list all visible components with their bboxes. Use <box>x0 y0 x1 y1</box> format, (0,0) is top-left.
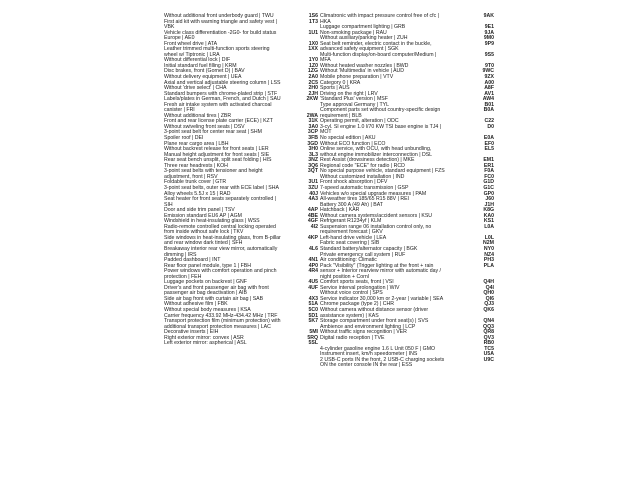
option-description: No special edition | AKU <box>320 135 376 142</box>
option-description: Non-smoking package | RAU <box>320 29 387 36</box>
option-description: Suspension range 06 installation control only, no requirement forecast | GKV <box>320 223 432 236</box>
option-code: QK6 <box>483 306 494 313</box>
option-code: 1S6 <box>308 13 318 19</box>
option-code: 4KP <box>307 234 318 241</box>
option-description: Instrument insert, km/h speedometer | INS <box>320 351 418 358</box>
option-description: 3-point seat belts, outer rear with ECE label | SHA <box>164 184 279 191</box>
option-description: Without 'Multimedia' in vehicle | AUD <box>320 68 405 75</box>
option-description: Without voice control | SPS <box>320 290 383 297</box>
option-code: 3NZ <box>308 157 318 164</box>
option-code: PH3 <box>483 257 494 264</box>
option-description: Without 'drive select' | CHA <box>164 85 227 92</box>
option-code: 2H0 <box>308 85 318 92</box>
option-description: Padded dashboard | INT <box>164 257 221 264</box>
option-code: KA0 <box>483 212 494 219</box>
option-code: 9JA <box>484 29 494 36</box>
option-description: Type approval Germany | TYL <box>320 101 390 108</box>
option-code: 3A0 <box>308 123 318 130</box>
option-description: Axial and vertical adjustable steering column | LSS <box>164 79 281 86</box>
option-code: 4P0 <box>308 262 318 269</box>
option-code: 31K <box>308 118 318 125</box>
option-code: AW4 <box>482 96 494 103</box>
option-description: Without adhesive film | FBK <box>164 301 228 308</box>
option-code: 5RQ <box>307 334 318 341</box>
option-code: N2M <box>483 240 494 247</box>
option-description: Vehicles w/o special upgrade measures | PAM <box>320 190 427 197</box>
option-code: 9T0 <box>485 62 494 69</box>
option-description: Component parts set without country-specific design requirement | BLB <box>320 107 441 119</box>
option-code: GP0 <box>483 190 494 197</box>
option-description: Seat belt reminder, electric contact in the buckle, advanced safety equipment | SGK <box>320 40 432 53</box>
option-code: 3H0 <box>308 146 318 153</box>
option-code: 2WA <box>306 112 318 119</box>
option-description: Without heated washer nozzles | BWD <box>320 62 409 69</box>
option-row <box>164 341 318 347</box>
option-code: 2KW <box>306 96 318 103</box>
option-code: 2JH <box>308 90 318 97</box>
option-description: Windshield in heat-insulating glass | WSS <box>164 218 260 225</box>
option-description: Storage compartment under front seat(s) | SVS <box>320 318 429 325</box>
option-code: 9P9 <box>484 40 494 47</box>
option-description: Rear seat bench unsplit, split seat folding | HIS <box>164 157 272 164</box>
option-description: Hatchback | KAR <box>320 207 360 214</box>
option-description: Alloy wheels 5.5J x 15 | RAD <box>164 190 231 197</box>
option-description: Without additional tires | ZBR <box>164 112 232 119</box>
option-code: AV1 <box>484 90 494 97</box>
option-description: Right exterior mirror: convex | ASR <box>164 334 244 341</box>
option-code: 4GF <box>307 218 318 225</box>
option-description: No special purpose vehicle, standard equipment | FZS <box>320 168 445 175</box>
option-description: Pack "Visibility" (Trigger lighting at the front + rain sensor + Interior rearview mirror with automatic day / night position + Cornl <box>320 262 441 280</box>
option-code: K8G <box>483 207 494 214</box>
option-description: Manual height adjustment for front seats | SIE <box>164 151 270 158</box>
option-description: Without special body measures | KSA <box>164 306 251 313</box>
option-description: Service interval prolongation | WIV <box>320 284 400 291</box>
option-code: 2C5 <box>308 79 318 86</box>
option-code: 5SL <box>308 340 318 347</box>
option-description: Service indicator 30,000 km or 2-year | variable | SEA <box>320 295 444 302</box>
option-description: Mobile phone preparation | VTV <box>320 74 394 81</box>
option-description: Regional code "ECE" for radio | RCD <box>320 162 405 169</box>
option-description: Driving on the right | LRV <box>320 90 378 97</box>
option-description: All-weather tires 185/65 R15 88V | REI <box>320 196 410 203</box>
option-description: Without ECO function | ECO <box>320 140 386 147</box>
option-description: Left-hand drive vehicle | LEA <box>320 234 387 241</box>
option-code: 4X3 <box>308 295 318 302</box>
option-code: NZ4 <box>484 251 494 258</box>
option-code: B01 <box>484 101 494 108</box>
option-code: 4I2 <box>310 223 318 230</box>
right-description-column <box>320 14 494 369</box>
option-description: Without differential lock | DIF <box>164 57 231 64</box>
option-description: Radio-remote controlled central locking operated from inside without safe lock | TKV <box>164 223 276 236</box>
option-description: 'Standard Plus' version | MSF <box>320 96 388 103</box>
option-code: A00 <box>484 79 494 86</box>
option-code: E0A <box>483 135 494 142</box>
option-code: J60 <box>485 196 494 203</box>
option-description: Spoiler roof | DEI <box>164 135 204 142</box>
option-description: Without swiveling front seats | DSV <box>164 123 245 130</box>
option-code: A8F <box>484 85 494 92</box>
option-description: Decorative inserts | EIH <box>164 329 219 336</box>
option-code: 5D1 <box>308 312 318 319</box>
option-code: 1Y0 <box>308 57 318 64</box>
option-description: Fresh air intake system with activated charcoal canister | FRI <box>164 101 272 114</box>
option-code: QI6 <box>485 295 494 302</box>
option-description: Sports | AUS <box>320 85 350 92</box>
option-description: 2 USB-C ports IN the front, 2 USB-C charging sockets ON the center console IN the rear | ESS <box>320 356 445 369</box>
option-code: 5K7 <box>308 318 318 325</box>
option-code: 4U5 <box>308 279 318 286</box>
option-code: QV3 <box>483 334 494 341</box>
option-code: 4BE <box>307 212 318 219</box>
option-code: U9C <box>483 356 494 363</box>
option-description: Seat heater for front seats separately controlled | SIH <box>164 196 277 208</box>
option-description: Breakaway interior rear view mirror, automatically dimming | IRS <box>164 245 278 258</box>
option-description: Carrier frequency 433.92 MHz-434.42 MHz | TRF <box>164 312 278 319</box>
option-code: B0A <box>483 107 494 114</box>
option-code: 4L6 <box>309 245 318 252</box>
option-code: 2A0 <box>308 74 318 81</box>
option-description: Driver's and front passenger air bag with front passenger air bag deactivation | AIB <box>164 284 269 297</box>
option-code: J1H <box>484 201 494 208</box>
option-code: EL5 <box>484 146 494 153</box>
option-description: Luggage compartment lighting | GRB <box>320 24 406 31</box>
option-code: NY0 <box>483 245 494 252</box>
option-description: First aid kit with warning triangle and safety vest | VBK <box>164 18 277 31</box>
option-description: Without additional front underbody guard | TWU <box>164 13 274 19</box>
option-description: 3-point seat belts with tensioner and height adjustment, front | RSV <box>164 168 263 180</box>
left-description-column <box>164 14 318 347</box>
option-code: 9M0 <box>483 35 494 42</box>
option-description: Chrome package (type 2) | CHR <box>320 301 395 308</box>
option-code: EM1 <box>483 157 494 164</box>
option-code: 9WC <box>482 68 494 75</box>
option-description: 4-cylinder gasoline engine 1.6 L Unit 050 F | GMO <box>320 345 436 352</box>
option-code: QH0 <box>483 290 494 297</box>
option-description: Without traffic signs recognition | VER <box>320 329 407 336</box>
option-code: 4A3 <box>308 196 318 203</box>
option-code: EF0 <box>484 140 494 147</box>
option-description: Battery 300 A (49 Ah) | BAT <box>320 201 383 208</box>
option-code: 1XX <box>308 46 318 53</box>
option-description: Side windows in heat-insulating glass, from B-pillar and rear window dark tinted | SFH <box>164 234 281 247</box>
option-code: L0A <box>484 223 494 230</box>
option-code: TC5 <box>484 345 494 352</box>
option-description: Without delivery equipment | UEA <box>164 74 242 81</box>
option-description: Power windows with comfort operation and pinch protection | FEH <box>164 268 277 280</box>
option-row <box>320 264 494 281</box>
option-description: Operating permit, alteration | ODC <box>320 118 399 125</box>
option-description: Standard battery/alternator capacity | BGK <box>320 245 418 252</box>
option-description: Climatronic with impact pressure control free of cfc | HKA <box>320 13 439 25</box>
option-code: 9ZX <box>484 74 494 81</box>
option-code: 1ZG <box>307 68 318 75</box>
option-description: Comfort sports seats, front | VSI <box>320 279 394 286</box>
option-description: Without auxiliary/parking heater | ZUH <box>320 35 408 42</box>
option-code: 1T3 <box>309 18 318 25</box>
option-description: Refrigerant R1234yf | KLM <box>320 218 382 225</box>
option-code: QN4 <box>483 318 494 325</box>
option-code: QQ3 <box>483 323 494 330</box>
option-description: Category 0 | KRA <box>320 79 361 86</box>
option-code: C22 <box>484 118 494 125</box>
option-description: 3-point seat belt for center rear seat | SHM <box>164 129 262 136</box>
option-code: 5C0 <box>308 306 318 313</box>
option-description: Multi-function display/on-board computer/Medium | MFA <box>320 51 437 64</box>
option-description: Transport protection film (minimum protection) with additional transport protection measures | LAC <box>164 318 281 330</box>
option-description: Three rear headrests | KOH <box>164 162 228 169</box>
option-code: 3CP <box>307 129 318 136</box>
option-code: 3ZU <box>308 184 318 191</box>
option-code: 3L3 <box>309 151 318 158</box>
option-description: Front and rear license plate carrier (ECE) | KZT <box>164 118 273 125</box>
option-description: Luggage pockets on backrest | GNF <box>164 279 247 286</box>
option-code: 3GD <box>307 140 318 147</box>
option-code: 5MI <box>309 329 318 336</box>
option-code: 40J <box>309 190 318 197</box>
option-code: ER1 <box>483 162 494 169</box>
option-code: 3FB <box>308 135 318 142</box>
option-code: U5A <box>483 351 494 358</box>
option-description: Emission standard EU6 AP | AGM <box>164 212 242 219</box>
option-code: 9E1 <box>484 24 494 31</box>
option-description: Door and side trim panel | TSV <box>164 207 235 214</box>
option-description: 3-cyl. SI engine 1.0 l/70 KW TSI base engine is TJ4 | MOT <box>320 123 442 136</box>
option-code: 4UF <box>308 284 318 291</box>
option-description: Without customized installation | IND <box>320 173 405 180</box>
option-description: Foldable trunk cover | GTR <box>164 179 227 186</box>
option-code: 1X0 <box>308 40 318 47</box>
option-code: QJ3 <box>484 301 494 308</box>
option-code: G1C <box>483 184 494 191</box>
option-code: 3Q6 <box>308 162 318 169</box>
option-code: 9AK <box>483 13 494 19</box>
option-description: Without camera systems/accident sensors | KSU <box>320 212 433 219</box>
option-row <box>164 20 318 31</box>
option-code: 9S5 <box>484 51 494 58</box>
option-code: 51A <box>308 301 318 308</box>
option-description: 7-speed automatic transmission | GSP <box>320 184 409 191</box>
option-description: Ambience and environment lighting | LCP <box>320 323 416 330</box>
option-description: Without backrest release for front seats | LER <box>164 146 269 153</box>
option-code: D0 <box>487 123 494 130</box>
option-code: 1Z0 <box>309 62 318 69</box>
option-description: Air conditioning: Climatic <box>320 257 377 264</box>
option-code: 1U1 <box>308 29 318 36</box>
option-description: Rear floor panel module, type 1 | FBH <box>164 262 251 269</box>
option-code: 3QT <box>307 168 318 175</box>
option-code: PLA <box>483 262 494 269</box>
option-code: F0A <box>484 168 494 175</box>
option-code: KS1 <box>483 218 494 225</box>
option-description: Initial standard fuel filling | KRM <box>164 62 237 69</box>
option-description: Fabric seat covering | SIB <box>320 240 380 247</box>
option-code: G1D <box>483 179 494 186</box>
option-code: 4AP <box>307 207 318 214</box>
option-code: L0L <box>484 234 494 241</box>
option-description: Digital radio reception | TVE <box>320 334 385 341</box>
option-description: Vehicle class differentiation -2G0- for build status Europe | AE0 <box>164 29 277 42</box>
option-description: Plane rear cargo area | LBH <box>164 140 229 147</box>
option-code: 4R4 <box>308 268 318 275</box>
option-code: Q4H <box>483 279 494 286</box>
option-code: 3U1 <box>308 179 318 186</box>
option-code: FC0 <box>484 173 494 180</box>
option-code: 4N1 <box>308 257 318 264</box>
option-description: Without camera without distance sensor (driver assistance system) | KAS <box>320 306 429 319</box>
option-description: Rest Assist (drowsiness detection) | MKE <box>320 157 415 164</box>
option-code: RB0 <box>483 340 494 347</box>
option-description: Left exterior mirror: aspherical | ASL <box>164 340 247 347</box>
option-row <box>320 358 494 369</box>
option-code: QR8 <box>483 329 494 336</box>
option-code: Q4I <box>485 284 494 291</box>
option-description: Front wheel drive | ATA <box>164 40 218 47</box>
option-description: Side air bag front with curtain air bag | SAB <box>164 295 264 302</box>
option-description: Labels/plates in German, French, and Dutch | SAU <box>164 96 281 103</box>
option-description: Leather trimmed multi-function sports steering wheel w/ Tiptronic | LRA <box>164 46 270 58</box>
option-description: Private emergency call system | RUF <box>320 251 406 258</box>
option-description: Online service, with OCU, with head unbundling, without engine immobilizer interconnection | DSL <box>320 146 433 158</box>
option-description: Front shock absorption | DFV <box>320 179 388 186</box>
option-description: Standard bumpers with chrome-plated strip | STF <box>164 90 278 97</box>
option-description: Disc brakes, front (Gornet D) | BAV <box>164 68 245 75</box>
